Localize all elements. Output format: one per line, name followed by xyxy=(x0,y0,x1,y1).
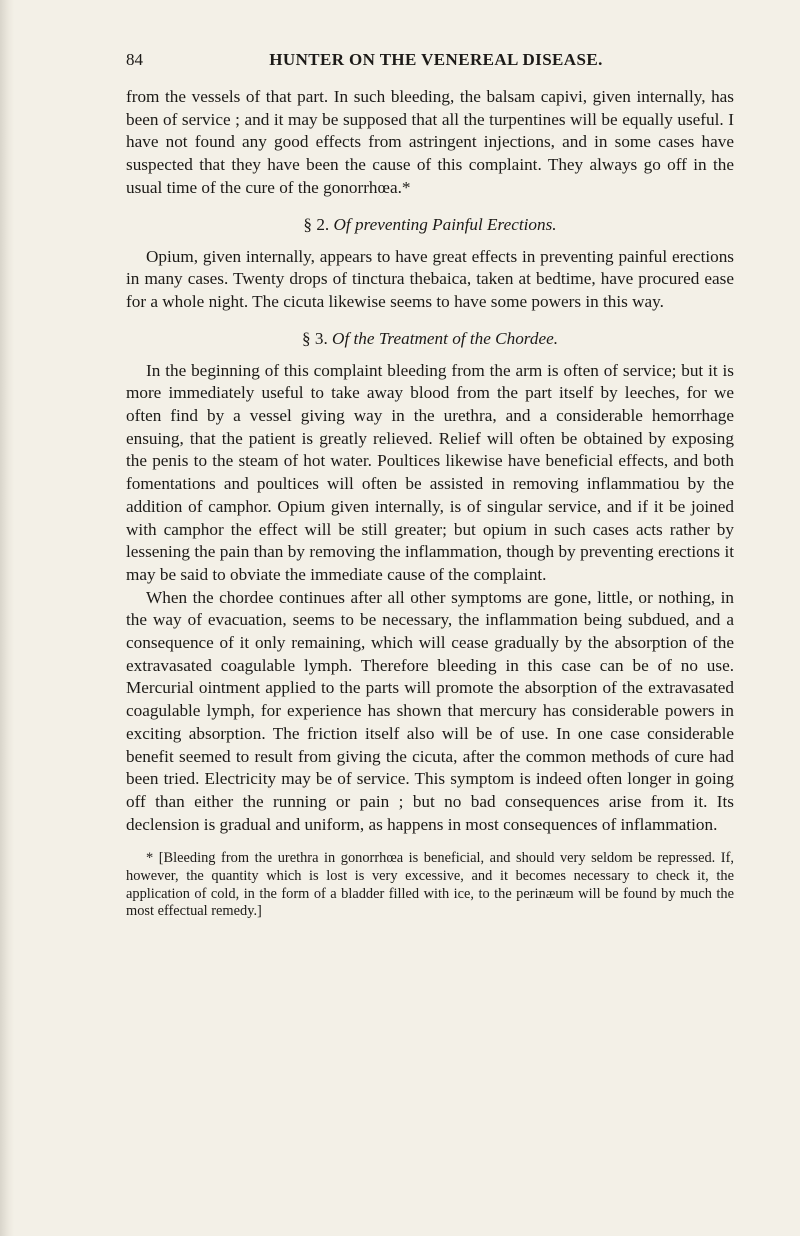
page-header xyxy=(126,50,734,76)
section-title: Of the Treatment of the Chordee. xyxy=(332,328,559,348)
running-title: HUNTER ON THE VENEREAL DISEASE. xyxy=(269,50,603,69)
section-title: Of preventing Painful Erections. xyxy=(333,214,557,234)
paragraph-chordee-treatment: In the beginning of this complaint bleeding from the arm is often of service; but it is more immediately useful to take away blood from the part itself by leeches, for we often find by a vessel giving way in the urethra, and a considerable hemorrhage ensuing, that the patient is greatly relieved. Relief will often be obtained by exposing the penis to the steam of hot water. Poultices likewise have beneficial effects, and both fomentations and poultices will often be assisted in removing inflammatiou by the addition of camphor. Opium given internally, is of singular service, and if it be joined with camphor the effect will be still greater; but opium in such cases acts rather by lessening the pain than by removing the inflammation, though by preventing erections it may be said to obviate the immediate cause of the complaint. xyxy=(126,360,734,584)
paragraph-continued: from the vessels of that part. In such bleeding, the balsam capivi, given internally, has been of service ; and it may be supposed that all the turpentines will be equally useful. I have not found any good effects from astringent injections, and in some cases have suspected that they have been the cause of this complaint. They always go off in the usual time of the cure of the gonorrhœa.* xyxy=(126,87,734,197)
footnote-text: * [Bleeding from the urethra in gonorrhœa is beneficial, and should very seldom be repressed. If, however, the quantity which is lost is very excessive, and it becomes necessary to check it, the application of cold, in the form of a bladder filled with ice, to the perinæum will be found by much the most effectual remedy.] xyxy=(126,850,734,920)
section-heading-3 xyxy=(126,328,734,350)
section-number: § 3. xyxy=(301,328,328,348)
section-heading-2 xyxy=(126,214,734,236)
paragraph-chordee-continues: When the chordee continues after all other symptoms are gone, little, or nothing, in the way of evacuation, seems to be necessary, the inflammation being subdued, and a consequence of it only remaining, which will cease gradually by the absorption of the extravasated coagulable lymph. Therefore bleeding in this case can be of no use. Mercurial ointment applied to the parts will promote the absorption of the extravasated coagulable lymph, for experience has shown that mercury has considerable powers in exciting absorption. The friction itself also will be of use. In one case considerable benefit seemed to result from giving the cicuta, after the common methods of cure had been tried. Electricity may be of service. This symptom is indeed often longer in going off than either the running or pain ; but no bad consequences arise from it. Its declension is gradual and uniform, as happens in most consequences of inflammation. xyxy=(126,587,734,834)
page-body xyxy=(126,86,734,921)
paragraph-erections: Opium, given internally, appears to have great effects in preventing painful erections in many cases. Twenty drops of tinctura thebaica, taken at bedtime, have procured ease for a whole night. The cicuta likewise seems to have some powers in this way. xyxy=(126,246,734,311)
page-binding-edge xyxy=(0,0,14,1236)
section-number: § 2. xyxy=(303,214,330,234)
page-number: 84 xyxy=(126,50,143,69)
footnote xyxy=(126,850,734,920)
book-page xyxy=(126,50,734,921)
